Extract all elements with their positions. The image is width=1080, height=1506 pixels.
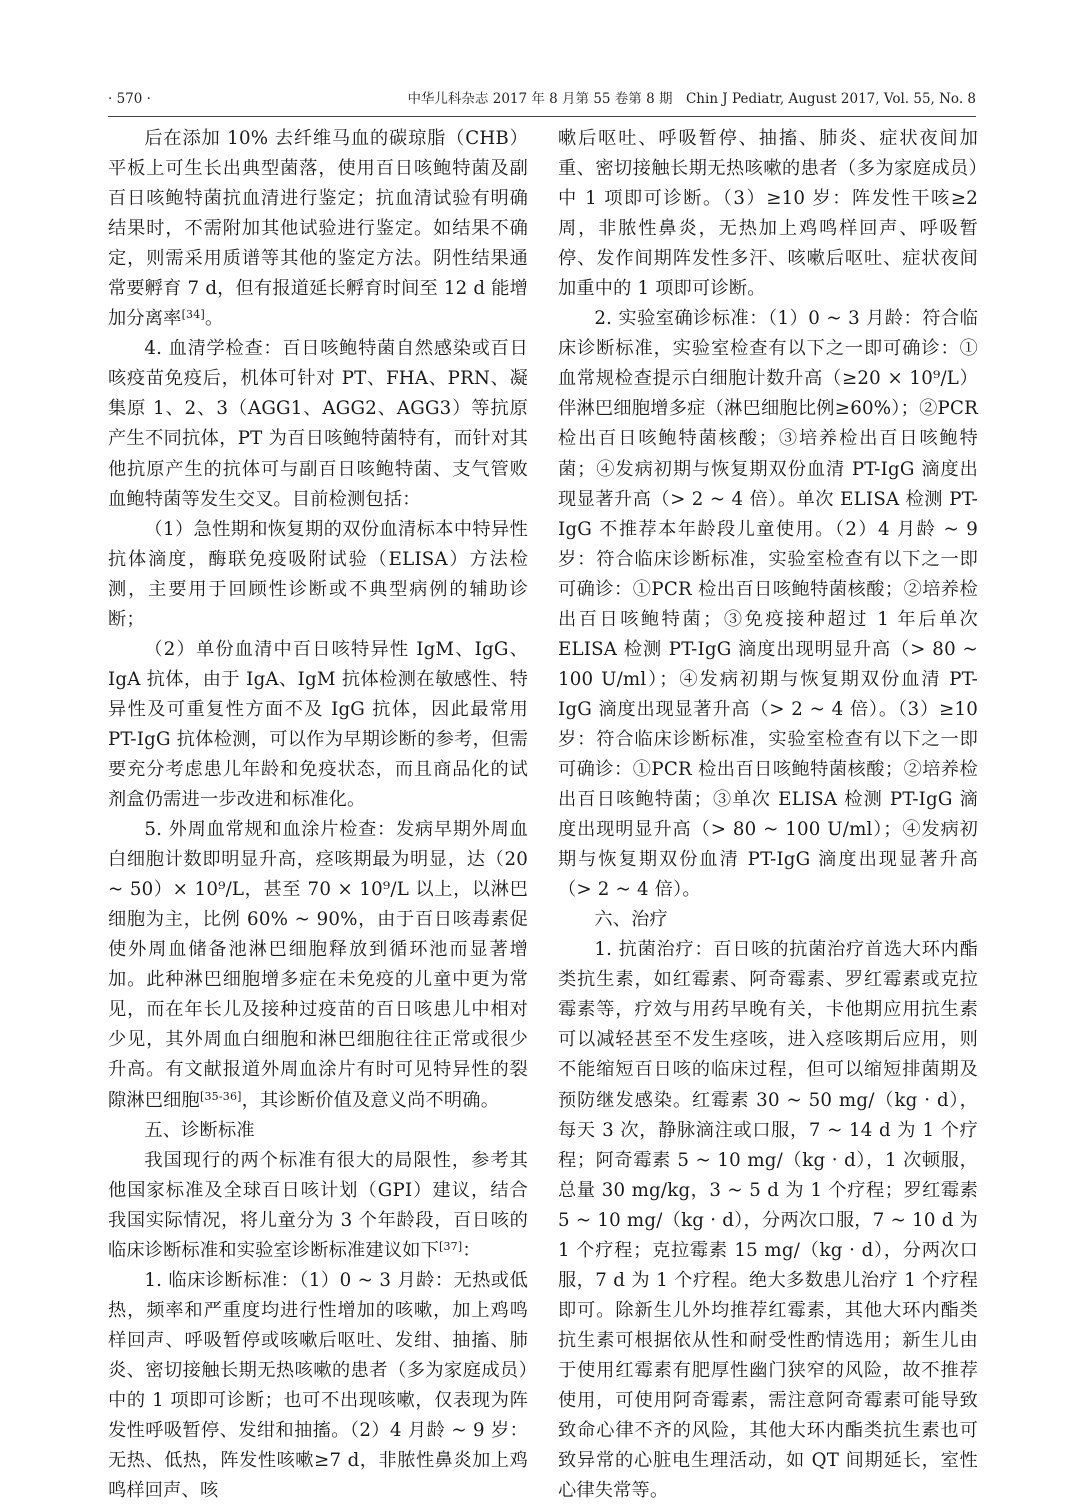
section-heading xyxy=(558,905,978,935)
body-paragraph xyxy=(108,815,528,1115)
citation-ref: [34] xyxy=(181,308,205,322)
body-paragraph xyxy=(558,124,978,304)
paragraph-text: 我国现行的两个标准有很大的局限性，参考其他国家标准及全球百日咳计划（GPI）建议，结合我国实际情况，将儿童分为 3 个年龄段，百日咳的临床诊断标准和实验室诊断标准建议如下 xyxy=(108,1149,528,1261)
page-number: · 570 · xyxy=(108,91,151,107)
paragraph-tail: ，其诊断价值及意义尚不明确。 xyxy=(241,1089,500,1111)
body-paragraph xyxy=(108,334,528,514)
paragraph-tail: 。 xyxy=(204,308,224,330)
paragraph-tail: ： xyxy=(462,1239,481,1261)
paragraph-text: 1. 临床诊断标准：（1）0 ~ 3 月龄：无热或低热，频率和严重度均进行性增加的咳嗽，加上鸡鸣样回声、呼吸暂停或咳嗽后呕吐、发绀、抽搐、肺炎、密切接触长期无热咳嗽的患者（多为家庭成员）中的 1 项即可诊断；也可不出现咳嗽，仅表现为阵发性呼吸暂停、发绀和抽搐。（2）4 月龄 ~ 9 岁：无热、低热，阵发性咳嗽≥7 d，非脓性鼻炎加上鸡鸣样回声、咳 xyxy=(108,1269,528,1502)
paragraph-text: 4. 血清学检查：百日咳鲍特菌自然感染或百日咳疫苗免疫后，机体可针对 PT、FHA、PRN、凝集原 1、2、3（AGG1、AGG2、AGG3）等抗原产生不同抗体，PT 为百日咳鲍特菌特有，而针对其他抗原产生的抗体可与副百日咳鲍特菌、支气管败血鲍特菌等发生交叉。目前检测包括： xyxy=(108,338,528,510)
body-paragraph xyxy=(558,935,978,1506)
citation-ref: [35-36] xyxy=(199,1089,242,1103)
paragraph-text: （1）急性期和恢复期的双份血清标本中特异性抗体滴度，酶联免疫吸附试验（ELISA）方法检测，主要用于回顾性诊断或不典型病例的辅助诊断； xyxy=(108,518,528,630)
paragraph-text: 1. 抗菌治疗：百日咳的抗菌治疗首选大环内酯类抗生素，如红霉素、阿奇霉素、罗红霉素或克拉霉素等，疗效与用药早晚有关，卡他期应用抗生素可以减轻甚至不发生痉咳，进入痉咳期后应用，则不能缩短百日咳的临床过程，但可以缩短排菌期及预防继发感染。红霉素 30 ~ 50 mg/（kg · d），每天 3 次，静脉滴注或口服，7 ~ 14 d 为 1 个疗程；阿奇霉素 5 ~ 10 mg/（kg · d），1 次顿服，总量 30 mg/kg，3 ~ 5 d 为 1 个疗程；罗红霉素 5 ~ 10 mg/（kg · d），分两次口服，7 ~ 10 d 为 1 个疗程；克拉霉素 15 mg/（kg · d），分两次口服，7 d 为 1 个疗程。绝大多数患儿治疗 1 个疗程即可。除新生儿外均推荐红霉素，其他大环内酯类抗生素可根据依从性和耐受性酌情选用；新生儿由于使用红霉素有肥厚性幽门狭窄的风险，故不推荐使用，可使用阿奇霉素，需注意阿奇霉素可能导致致命心律不齐的风险，其他大环内酯类抗生素也可致异常的心脏电生理活动，如 QT 间期延长，室性心律失常等。 xyxy=(558,939,978,1502)
citation-ref: [37] xyxy=(438,1239,463,1253)
paragraph-text: 五、诊断标准 xyxy=(144,1119,255,1141)
running-title: 中华儿科杂志 2017 年 8 月第 55 卷第 8 期 Chin J Pediatr, August 2017, Vol. 55, No. 8 xyxy=(407,91,976,107)
body-paragraph xyxy=(108,124,528,334)
paragraph-text: 嗽后呕吐、呼吸暂停、抽搐、肺炎、症状夜间加重、密切接触长期无热咳嗽的患者（多为家庭成员）中 1 项即可诊断。（3）≥10 岁：阵发性干咳≥2 周，非脓性鼻炎，无热加上鸡鸣样回声、呼吸暂停、发作间期阵发性多汗、咳嗽后呕吐、症状夜间加重中的 1 项即可诊断。 xyxy=(558,128,978,300)
header-rule xyxy=(108,116,976,117)
paragraph-text: 六、治疗 xyxy=(594,909,668,931)
paragraph-text: 后在添加 10% 去纤维马血的碳琼脂（CHB）平板上可生长出典型菌落，使用百日咳鲍特菌及副百日咳鲍特菌抗血清进行鉴定；抗血清试验有明确结果时，不需附加其他试验进行鉴定。如结果不确定，则需采用质谱等其他的鉴定方法。阴性结果通常要孵育 7 d，但有报道延长孵育时间至 12 d 能增加分离率 xyxy=(108,128,528,330)
paragraph-text: 5. 外周血常规和血涂片检查：发病早期外周血白细胞计数即明显升高，痉咳期最为明显，达（20 ~ 50）× 10⁹/L，甚至 70 × 10⁹/L 以上，以淋巴细胞为主，比例 60% ~ 90%，由于百日咳毒素促使外周血储备池淋巴细胞释放到循环池而显著增加。此种淋巴细胞增多症在未免疫的儿童中更为常见，而在年长儿及接种过疫苗的百日咳患儿中相对少见，其外周血白细胞和淋巴细胞往往正常或很少升高。有文献报道外周血涂片有时可见特异性的裂隙淋巴细胞 xyxy=(108,819,528,1111)
right-column xyxy=(558,124,978,1506)
body-paragraph xyxy=(108,1146,528,1266)
body-paragraph xyxy=(108,1266,528,1506)
body-paragraph xyxy=(108,515,528,635)
paragraph-text: （2）单份血清中百日咳特异性 IgM、IgG、IgA 抗体，由于 IgA、IgM 抗体检测在敏感性、特异性及可重复性方面不及 IgG 抗体，因此最常用 PT-IgG 抗体检测，可以作为早期诊断的参考，但需要充分考虑患儿年龄和免疫状态，而且商品化的试剂盒仍需进一步改进和标准化。 xyxy=(108,638,528,811)
section-heading xyxy=(108,1116,528,1146)
paragraph-text: 2. 实验室确诊标准：（1）0 ~ 3 月龄：符合临床诊断标准，实验室检查有以下之一即可确诊：①血常规检查提示白细胞计数升高（≥20 × 10⁹/L）伴淋巴细胞增多症（淋巴细胞比例≥60%）；②PCR 检出百日咳鲍特菌核酸；③培养检出百日咳鲍特菌；④发病初期与恢复期双份血清 PT-IgG 滴度出现显著升高（> 2 ~ 4 倍）。单次 ELISA 检测 PT-IgG 不推荐本年龄段儿童使用。（2）4 月龄 ~ 9 岁：符合临床诊断标准，实验室检查有以下之一即可确诊：①PCR 检出百日咳鲍特菌核酸；②培养检出百日咳鲍特菌；③免疫接种超过 1 年后单次 ELISA 检测 PT-IgG 滴度出现明显升高（> 80 ~ 100 U/ml）；④发病初期与恢复期双份血清 PT-IgG 滴度出现显著升高（> 2 ~ 4 倍）。（3）≥10 岁：符合临床诊断标准，实验室检查有以下之一即可确诊：①PCR 检出百日咳鲍特菌核酸；②培养检出百日咳鲍特菌；③单次 ELISA 检测 PT-IgG 滴度出现明显升高（> 80 ~ 100 U/ml）；④发病初期与恢复期双份血清 PT-IgG 滴度出现显著升高（> 2 ~ 4 倍）。 xyxy=(558,308,978,901)
left-column xyxy=(108,124,528,1506)
page-header xyxy=(108,88,976,110)
body-paragraph xyxy=(558,304,978,905)
body-paragraph xyxy=(108,635,528,815)
